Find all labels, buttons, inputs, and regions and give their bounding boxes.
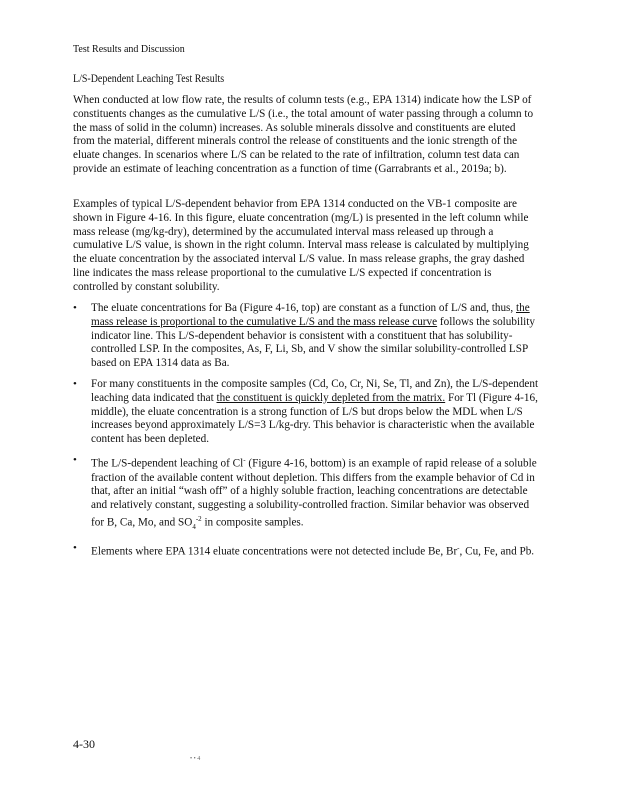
underlined-text: the constituent is quickly depleted from the matrix.	[216, 391, 446, 404]
paragraph-intro: When conducted at low flow rate, the results of column tests (e.g., EPA 1314) indicate how the LSP of constituents changes as the cumulative L/S (i.e., the total amount of water passing through a column to the mass of solid in the column) increases. As soluble minerals dissolve and constituents are eluted from the material, different minerals control the release of constituents and the ionic strength of the eluate changes. In scenarios where L/S can be related to the rate of infiltration, column test data can provide an estimate of leaching concentration as a function of time (Garrabrants et al., 2019a; b).	[73, 94, 534, 175]
bullet-cl	[73, 454, 539, 535]
superscript: -	[243, 455, 246, 464]
bullet-depletion	[73, 378, 539, 447]
subscript: 4	[192, 522, 196, 531]
page-number: 4-30	[73, 737, 95, 751]
superscript: -2	[195, 514, 202, 523]
bullet-text: , Cu, Fe, and Pb.	[459, 545, 535, 558]
bullet-dot-icon: •	[73, 453, 77, 466]
paragraph-examples: Examples of typical L/S-dependent behavior from EPA 1314 conducted on the VB-1 composite are shown in Figure 4-16. In this figure, eluate concentration (mg/L) is presented in the left column while mass release (mg/kg-dry), determined by the accumulated interval mass released up through a cumulative L/S value, is shown in the right column. Interval mass release is calculated by multiplying the eluate concentration by the associated interval L/S value. In mass release graphs, the gray dashed line indicates the mass release proportional to the cumulative L/S expected if concentration is controlled by constant solubility.	[73, 198, 529, 293]
bullet-text: For Tl (Figure 4-16, middle), the eluate concentration is a strong function of L/S but drops below the MDL when L/S increases beyond approximately L/S=3 L/kg-dry. This behavior is characteristic when the available content has been depleted.	[91, 391, 538, 446]
bullet-text: Elements where EPA 1314 eluate concentrations were not detected include Be, Br	[91, 545, 458, 558]
bullet-text: (Figure 4-16, bottom) is an example of rapid release of a soluble fraction of the available content without depletion. This differs from the example behavior of Cd in that, after an initial “wash off” of a highly soluble fraction, leaching concentrations are detectable and relatively constant, suggesting a solubility-controlled fraction. Similar behavior was observed for B, Ca, Mo, and SO	[91, 457, 537, 529]
bullet-text: For many constituents in the composite samples (Cd, Co, Cr, Ni, Se, Tl, and Zn), the L/S-dependent leaching data indicated that	[91, 377, 539, 404]
bullet-text: The L/S-dependent leaching of Cl	[91, 457, 244, 470]
footer-mark: • • 4	[190, 756, 201, 762]
superscript: -	[457, 543, 460, 552]
bullet-dot-icon: •	[73, 302, 77, 314]
bullet-text: in composite samples.	[201, 516, 304, 529]
section-title: L/S-Dependent Leaching Test Results	[73, 72, 225, 85]
bullet-list	[73, 302, 543, 566]
bullet-dot-icon: •	[73, 377, 77, 390]
running-header: Test Results and Discussion	[73, 44, 185, 55]
bullet-text: follows the solubility indicator line. This L/S-dependent behavior is consistent with a constituent that has solubility-controlled LSP. In the composites, As, F, Li, Sb, and V show the similar solubility-controlled LSP based on EPA 1314 data as Ba.	[91, 315, 535, 370]
bullet-text: The eluate concentrations for Ba (Figure 4-16, top) are constant as a function of L/S and, thus,	[91, 302, 516, 314]
bullet-dot-icon: •	[73, 541, 77, 554]
bullet-ba	[73, 302, 539, 371]
bullet-not-detected	[73, 542, 539, 560]
underlined-text: the mass release is proportional to the cumulative L/S and the mass release curve	[91, 302, 530, 328]
